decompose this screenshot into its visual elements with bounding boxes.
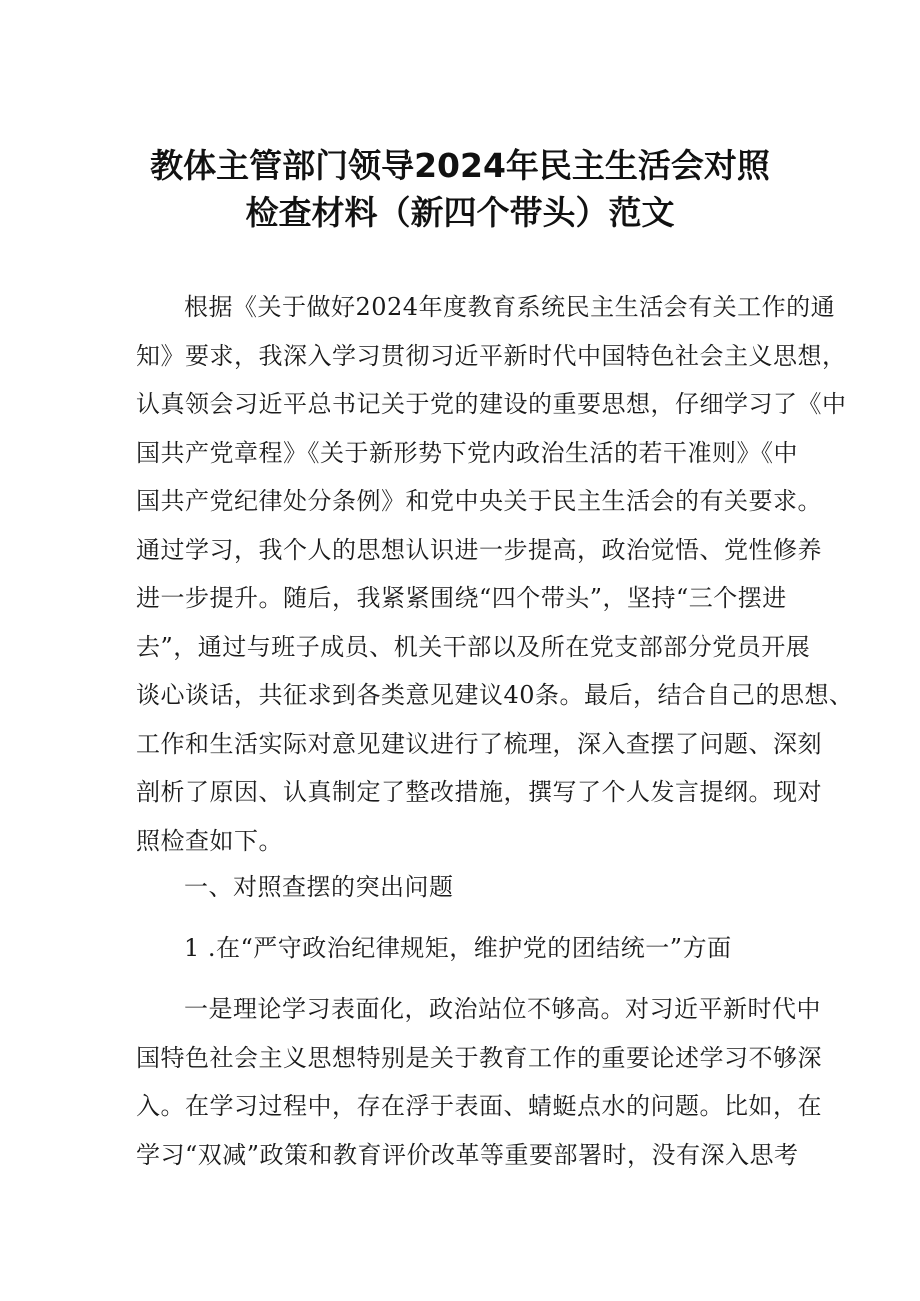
intro-line: 知》要求，我深入学习贯彻习近平新时代中国特色社会主义思想， — [136, 341, 847, 370]
intro-paragraph — [136, 283, 854, 865]
document-title-line-2: 检查材料（新四个带头）范文 — [245, 193, 675, 232]
intro-line: 剖析了原因、认真制定了整改措施，撰写了个人发言提纲。现对 — [136, 778, 822, 806]
subsection-heading — [136, 924, 796, 973]
intro-line: 谈心谈话，共征求到各类意见建议40条。最后，结合自己的思想、 — [136, 681, 854, 709]
intro-line: 通过学习，我个人的思想认识进一步提高，政治觉悟、党性修养 — [136, 535, 822, 564]
subsection-heading-text: 1 .在“严守政治纪律规矩，维护党的团结统一”方面 — [184, 934, 732, 962]
problem-line: 学习“双减”政策和教育评价改革等重要部署时，没有深入思考 — [136, 1140, 799, 1169]
problem-paragraph — [136, 985, 822, 1179]
intro-line: 进一步提升。随后，我紧紧围绕“四个带头”，坚持“三个摆进 — [136, 584, 787, 612]
intro-line: 根据《关于做好2024年度教育系统民主生活会有关工作的通 — [184, 293, 836, 321]
intro-line: 照检查如下。 — [136, 826, 283, 855]
section-heading-text: 一、对照查摆的突出问题 — [184, 873, 454, 901]
intro-line: 去”，通过与班子成员、机关干部以及所在党支部部分党员开展 — [136, 632, 811, 661]
section-heading — [136, 863, 796, 912]
intro-line: 认真领会习近平总书记关于党的建设的重要思想，仔细学习了《中 — [136, 390, 847, 418]
problem-line: 国特色社会主义思想特别是关于教育工作的重要论述学习不够深 — [136, 1043, 822, 1072]
problem-line: 入。在学习过程中，存在浮于表面、蜻蜓点水的问题。比如，在 — [136, 1092, 822, 1120]
intro-line: 国共产党章程》《关于新形势下党内政治生活的若干准则》《中 — [136, 438, 798, 467]
intro-line: 国共产党纪律处分条例》和党中央关于民主生活会的有关要求。 — [136, 487, 822, 515]
document-title-line-1: 教体主管部门领导2024年民主生活会对照 — [150, 146, 770, 185]
intro-line: 工作和生活实际对意见建议进行了梳理，深入查摆了问题、深刻 — [136, 729, 822, 758]
problem-line: 一是理论学习表面化，政治站位不够高。对习近平新时代中 — [184, 995, 821, 1023]
